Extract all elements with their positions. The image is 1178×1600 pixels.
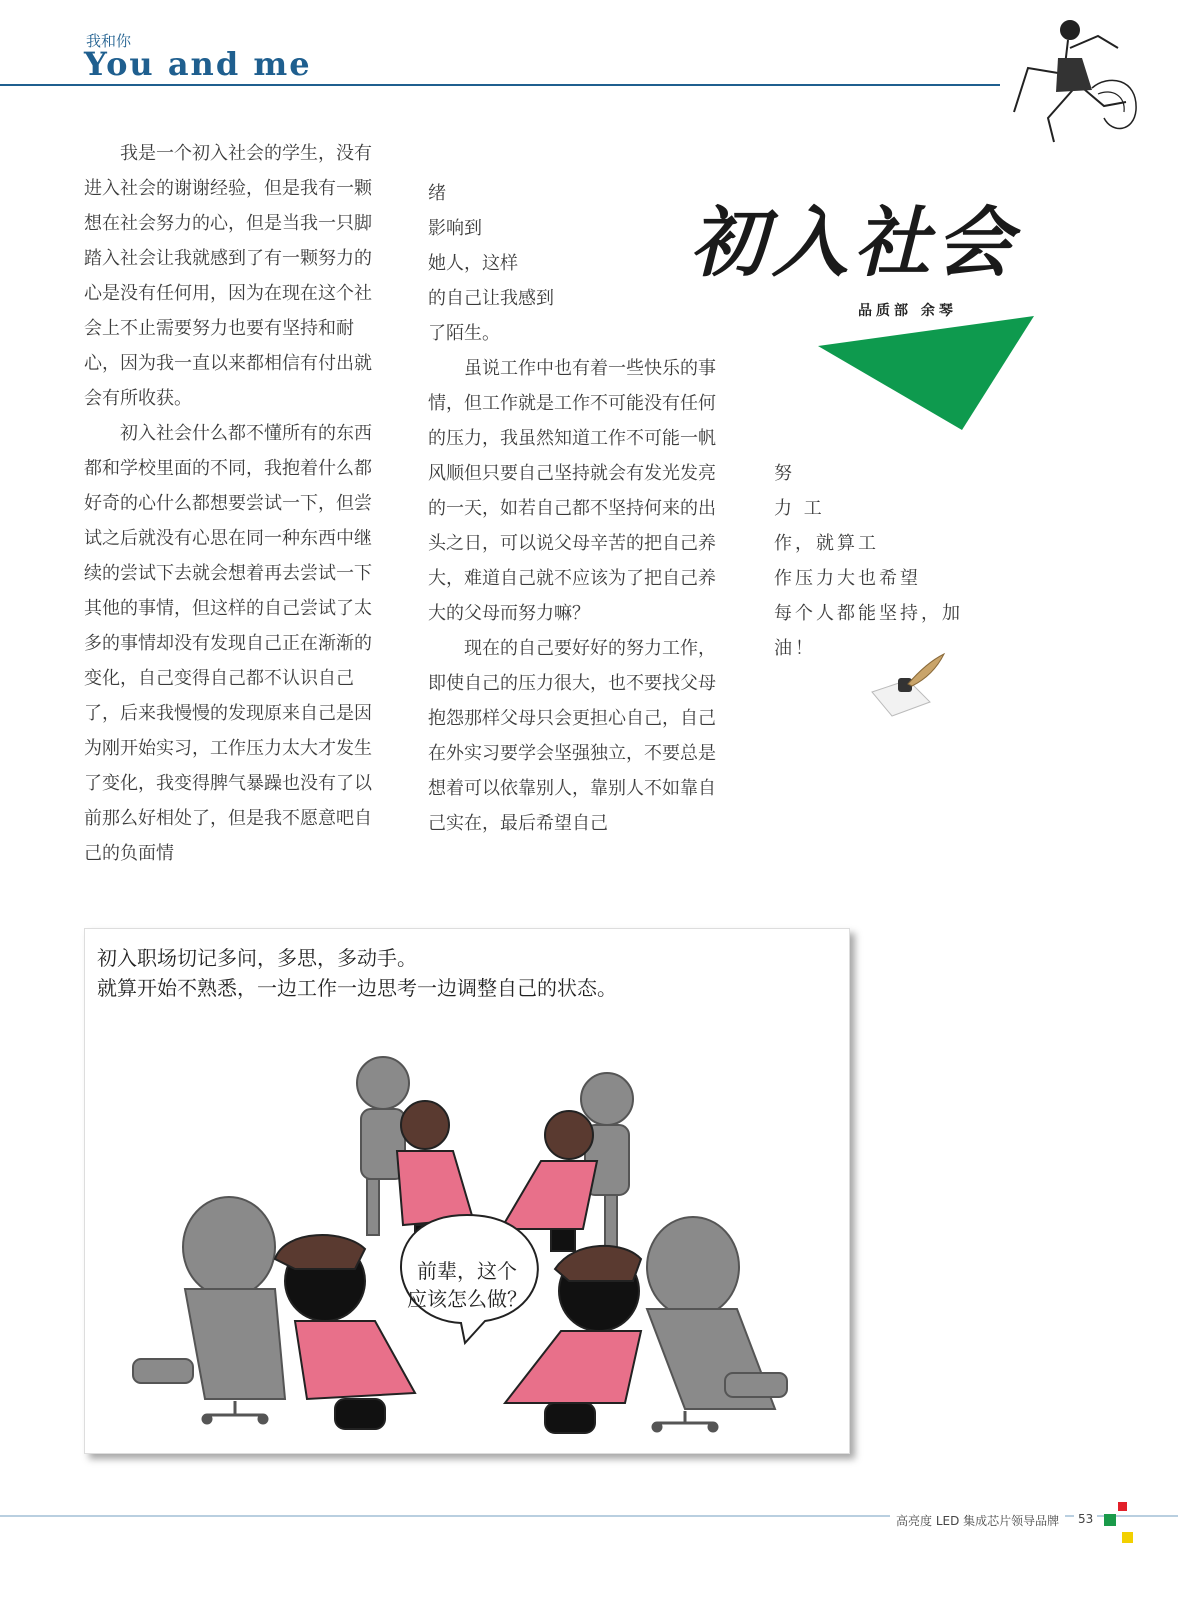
text-line: 作，就算工 (774, 533, 879, 554)
logo-square-red (1118, 1502, 1127, 1511)
text-line: 作压力大也希望 (774, 568, 921, 589)
bubble-line: 应该怎么做？ (407, 1287, 527, 1311)
dancer-illustration (1008, 14, 1148, 154)
paragraph: 我是一个初入社会的学生，没有进入社会的谢谢经验，但是我有一颗想在社会努力的心，但是当我一只脚踏入社会让我就感到了有一颗努力的心是没有任何用，因为在现在这个社会上不止需要努力也要有坚持和耐心，因为我一直以来都相信有付出就会有所收获。 (84, 143, 372, 409)
article-author: 品质部 余琴 (858, 303, 957, 319)
text-line: 了陌生。 (428, 323, 500, 344)
bubble-line: 前辈，这个 (417, 1259, 517, 1283)
article-column-3 (774, 456, 974, 666)
text-line: 她人，这样 (428, 253, 518, 274)
caption-line: 初入职场切记多问，多思，多动手。 (97, 946, 417, 970)
paragraph: 初入社会什么都不懂所有的东西都和学校里面的不同，我抱着什么都好奇的心什么都想要尝试一下，但尝试之后就没有心思在同一种东西中继续的尝试下去就会想着再去尝试一下其他的事情，但这样的自己尝试了太多的事情却没有发现自己正在渐渐的变化，自己变得自己都不认识自己了，后来我慢慢的发现原来自己是因为刚开始实习，工作压力太大才发生了变化，我变得脾气暴躁也没有了以前那么好相处了，但是我不愿意吧自己的负面情 (84, 423, 372, 864)
page-number: 53 (1074, 1512, 1097, 1526)
green-triangle-decoration (818, 316, 1036, 434)
section-label-en: You and me (84, 45, 312, 83)
header-rule (0, 84, 1000, 86)
caption-line: 就算开始不熟悉，一边工作一边思考一边调整自己的状态。 (97, 976, 617, 1000)
text-line: 影响到 (428, 218, 482, 239)
text-line: 每个人都能坚持，加 (774, 603, 963, 624)
quill-ink-icon (868, 652, 948, 722)
comic-panel (84, 928, 850, 1454)
text-line: 绪 (428, 183, 446, 204)
paragraph: 虽说工作中也有着一些快乐的事情，但工作就是工作不可能没有任何的压力，我虽然知道工作不可能一帆风顺但只要自己坚持就会有发光发亮的一天，如若自己都不坚持何来的出头之日，可以说父母辛苦的把自己养大，难道自己就不应该为了把自己养大的父母而努力嘛？ (428, 358, 716, 624)
footer-slogan: 高亮度 LED 集成芯片领导品牌 (890, 1512, 1065, 1529)
text-line: 力 工 (774, 498, 825, 519)
article-title: 初入社会 (690, 198, 1018, 287)
paragraph: 现在的自己要好好的努力工作，即使自己的压力很大，也不要找父母抱怨那样父母只会更担心自己，自己在外实习要学会坚强独立，不要总是想着可以依靠别人，靠别人不如靠自己实在，最后希望自己 (428, 638, 716, 834)
speech-bubble-text (383, 1257, 551, 1313)
text-line: 努 (774, 463, 795, 484)
text-line: 的自己让我感到 (428, 288, 554, 309)
article-column-1 (84, 136, 386, 871)
comic-illustration (85, 929, 849, 1453)
logo-square-yellow (1122, 1532, 1133, 1543)
text-line: 油！ (774, 638, 816, 659)
article-column-2 (428, 176, 730, 841)
section-label-cn: 我和你 (86, 32, 132, 50)
logo-square-green (1104, 1514, 1116, 1526)
